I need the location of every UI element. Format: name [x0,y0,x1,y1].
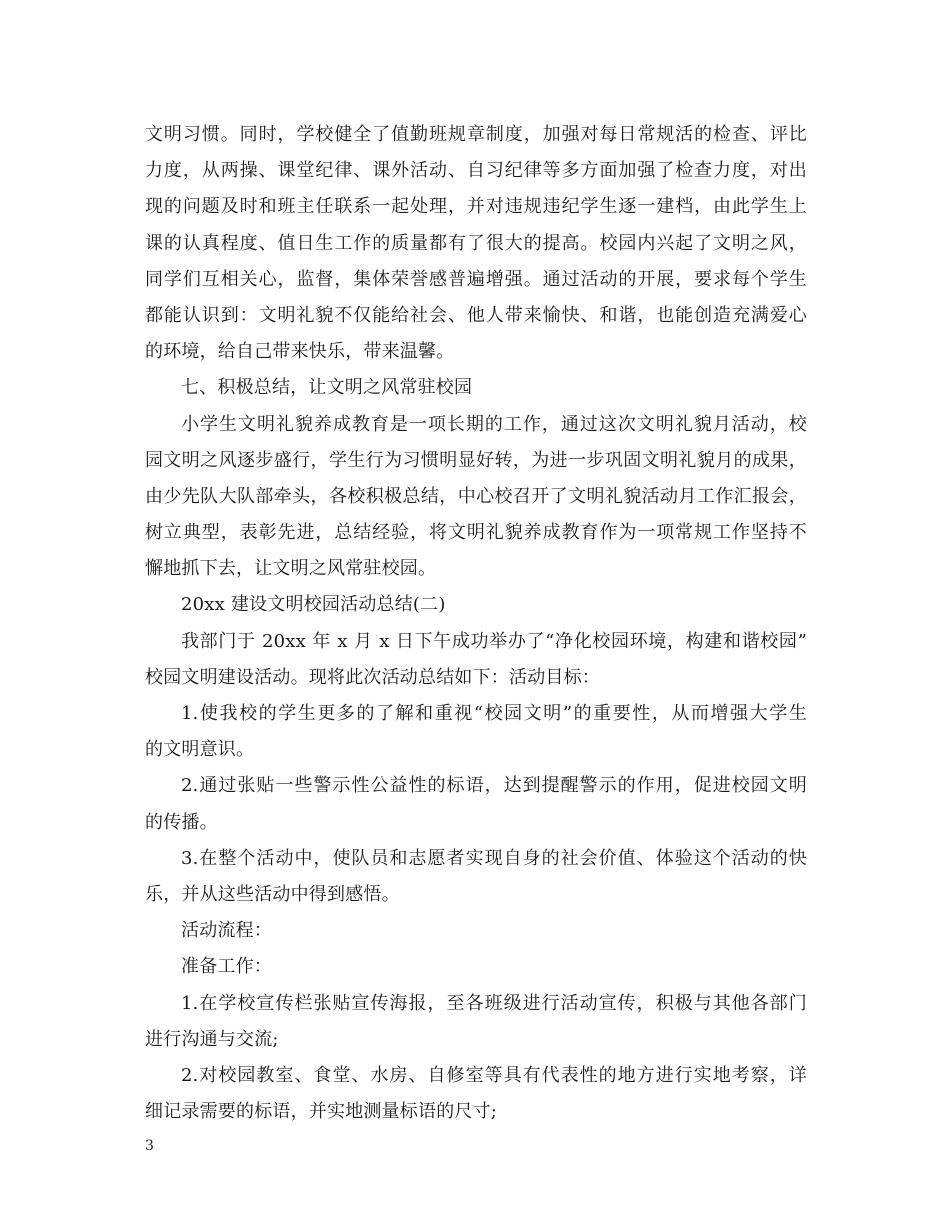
list-item: 1.使我校的学生更多的了解和重视“校园文明”的重要性，从而增强大学生 [181,703,807,724]
list-item: 3.在整个活动中，使队员和志愿者实现自身的社会价值、体验这个活动的快 [181,847,807,869]
text-line: 小学生文明礼貌养成教育是一项长期的工作，通过这次文明礼貌月活动，校 [181,413,807,435]
text-line: 乐，并从这些活动中得到感悟。 [145,883,400,905]
text-line: 细记录需要的标语，并实地测量标语的尺寸; [145,1101,498,1123]
section-heading: 准备工作： [181,956,272,978]
list-item: 2.对校园教室、食堂、水房、自修室等具有代表性的地方进行实地考察，详 [181,1064,807,1086]
text-line: 的传播。 [145,811,218,833]
text-line: 的环境，给自己带来快乐，带来温馨。 [145,341,455,363]
section-heading: 七、积极总结，让文明之风常驻校园 [181,377,473,399]
text-line: 现的问题及时和班主任联系一起处理，并对违规违纪学生逐一建档，由此学生上 [145,196,807,218]
text-line: 都能认识到：文明礼貌不仅能给社会、他人带来愉快、和谐，也能创造充满爱心 [145,304,807,326]
text-line: 树立典型，表彰先进，总结经验，将文明礼貌养成教育作为一项常规工作坚持不 [145,522,807,544]
section-heading: 活动流程： [181,920,272,942]
text-line: 校园文明建设活动。现将此次活动总结如下：活动目标： [145,666,600,688]
text-line: 的文明意识。 [145,739,255,761]
list-item: 1.在学校宣传栏张贴宣传海报，至各班级进行活动宣传，积极与其他各部门 [181,992,807,1014]
text-line: 课的认真程度、值日生工作的质量都有了很大的提高。校园内兴起了文明之风， [145,232,807,254]
text-line: 园文明之风逐步盛行，学生行为习惯明显好转，为进一步巩固文明礼貌月的成果， [145,449,807,471]
document-subtitle: 20xx 建设文明校园活动总结(二) [181,594,446,616]
document-body [145,117,807,1130]
text-line: 由少先队大队部牵头，各校积极总结，中心校召开了文明礼貌活动月工作汇报会， [145,485,807,507]
text-line: 同学们互相关心，监督，集体荣誉感普遍增强。通过活动的开展，要求每个学生 [145,268,807,290]
text-line: 我部门于 20xx 年 x 月 x 日下午成功举办了“净化校园环境，构建和谐校园” [181,630,807,652]
text-line: 懈地抓下去，让文明之风常驻校园。 [145,558,437,580]
page-number: 3 [145,1138,154,1154]
text-line: 进行沟通与交流; [145,1028,279,1050]
list-item: 2.通过张贴一些警示性公益性的标语，达到提醒警示的作用，促进校园文明 [181,775,807,797]
text-line: 力度，从两操、课堂纪律、课外活动、自习纪律等多方面加强了检查力度，对出 [145,160,807,182]
text-line: 文明习惯。同时，学校健全了值勤班规章制度，加强对每日常规活的检查、评比 [145,124,807,145]
